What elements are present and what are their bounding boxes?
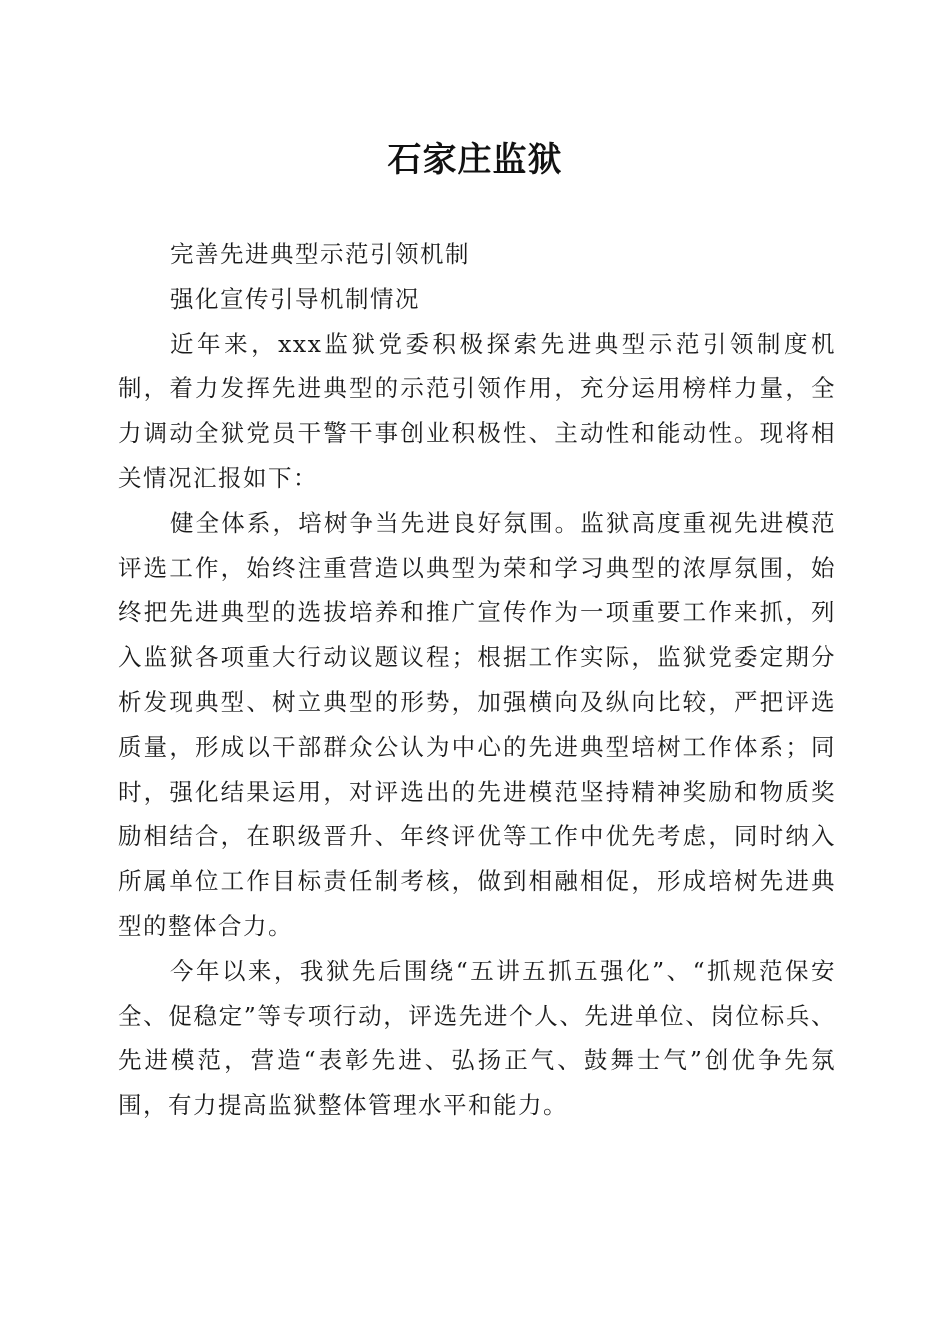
document-body	[118, 232, 836, 1128]
paragraph-intro: 近年来，xxx监狱党委积极探索先进典型示范引领制度机制，着力发挥先进典型的示范引领作用，充分运用榜样力量，全力调动全狱党员干警干事创业积极性、主动性和能动性。现将相关情况汇报如下：	[118, 329, 836, 492]
subheading-mechanism: 完善先进典型示范引领机制	[170, 240, 470, 268]
subheading-publicity: 强化宣传引导机制情况	[170, 284, 420, 313]
paragraph-system: 健全体系，培树争当先进良好氛围。监狱高度重视先进模范评选工作，始终注重营造以典型为荣和学习典型的浓厚氛围，始终把先进典型的选拔培养和推广宣传作为一项重要工作来抓，列入监狱各项重大行动议题议程；根据工作实际，监狱党委定期分析发现典型、树立典型的形势，加强横向及纵向比较，严把评选质量，形成以干部群众公认为中心的先进典型培树工作体系；同时，强化结果运用，对评选出的先进模范坚持精神奖励和物质奖励相结合，在职级晋升、年终评优等工作中优先考虑，同时纳入所属单位工作目标责任制考核，做到相融相促，形成培树先进典型的整体合力。	[118, 508, 836, 940]
document-title: 石家庄监狱	[387, 140, 563, 180]
paragraph-this-year: 今年以来，我狱先后围绕“五讲五抓五强化”、“抓规范保安全、促稳定”等专项行动，评选先进个人、先进单位、岗位标兵、先进模范，营造“表彰先进、弘扬正气、鼓舞士气”创优争先氛围，有力提高监狱整体管理水平和能力。	[118, 956, 836, 1120]
